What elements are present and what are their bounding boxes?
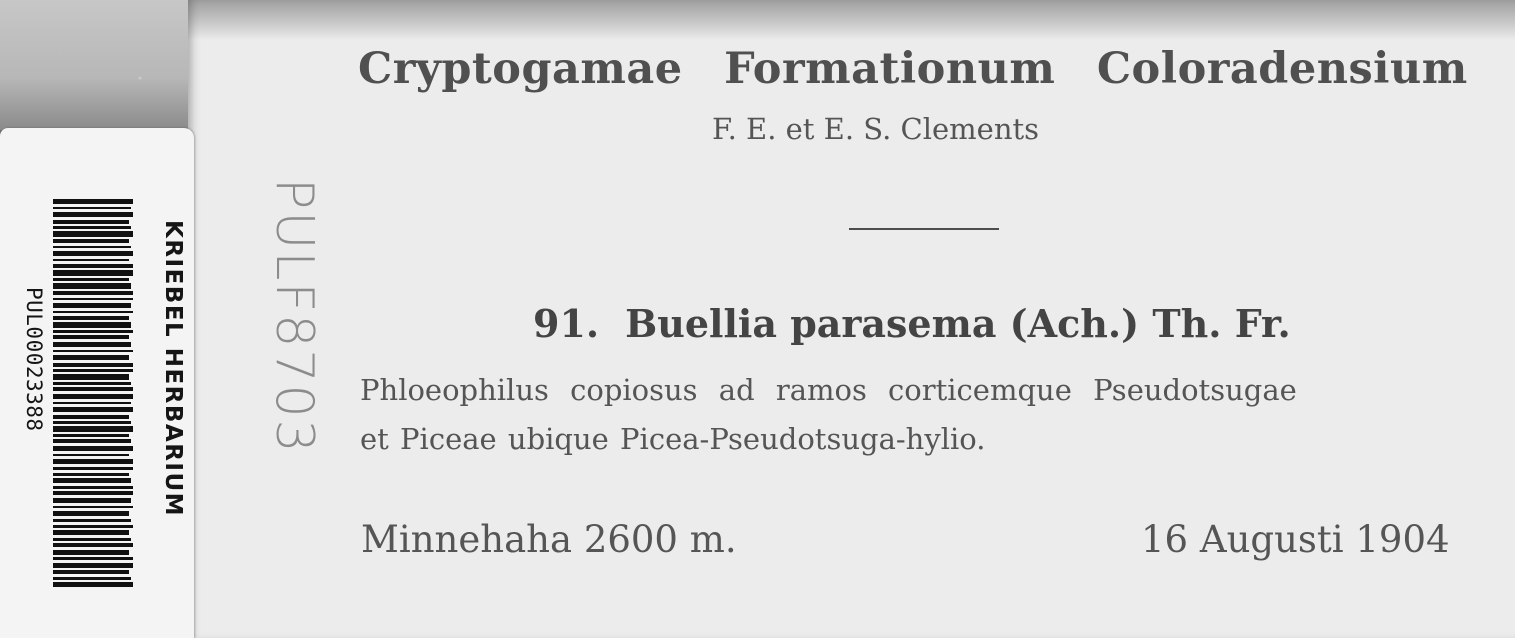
barcode-bar	[53, 259, 129, 262]
barcode-bar	[53, 550, 129, 555]
handwritten-accession-number: PULF8703	[264, 178, 324, 455]
barcode-bar	[53, 446, 133, 451]
habitat-line-2: et Piceae ubique Picea-Pseudotsuga-hylio.	[360, 422, 986, 456]
locality: Minnehaha 2600 m.	[361, 518, 737, 561]
barcode-bar	[53, 478, 131, 483]
barcode-bar	[53, 363, 133, 367]
barcode-bar	[53, 402, 131, 405]
barcode-bar	[53, 350, 133, 353]
barcode-bar	[53, 459, 133, 464]
specimen-number: 91.	[533, 301, 600, 346]
barcode-bar	[53, 467, 133, 471]
barcode-bar	[53, 519, 131, 523]
barcode-bar	[53, 530, 129, 535]
barcode-bar	[53, 291, 133, 295]
barcode-bar	[53, 220, 129, 224]
barcode-bar	[53, 491, 133, 495]
barcode-bar	[53, 525, 133, 528]
barcode-bar	[53, 199, 133, 204]
barcode-bar	[53, 439, 131, 443]
barcode-bar	[53, 511, 129, 516]
barcode-bar	[53, 316, 129, 320]
catalog-number: PUL00023388	[22, 287, 46, 432]
barcode-bar	[53, 330, 133, 333]
barcode-bar	[53, 498, 131, 503]
barcode-bar	[53, 473, 129, 476]
barcode-bar	[53, 342, 131, 347]
series-title: Cryptogamae Formationum Coloradensium	[358, 44, 1468, 94]
barcode-bar	[53, 226, 131, 229]
barcode-bar	[53, 355, 129, 360]
barcode-bar	[53, 426, 133, 431]
barcode-bar	[53, 311, 133, 314]
barcode-bar	[53, 454, 129, 457]
barcode-bar	[53, 394, 133, 399]
barcode-bar	[53, 486, 133, 489]
barcode-bar	[53, 538, 131, 541]
barcode-bar	[53, 570, 129, 574]
barcode-bar	[53, 270, 133, 275]
barcode-bar	[53, 231, 133, 236]
barcode-bar	[53, 577, 131, 580]
background-specimen-sheet	[0, 0, 200, 130]
divider-rule	[849, 228, 999, 230]
habitat-line-1: Phloeophilus copiosus ad ramos corticemque Pseudotsugae	[360, 373, 1297, 407]
barcode-bar	[53, 264, 133, 268]
barcode-bar	[53, 298, 133, 301]
barcode-bar	[53, 382, 131, 385]
barcode	[53, 199, 133, 591]
species-name: Buellia parasema (Ach.) Th. Fr.	[625, 301, 1291, 346]
barcode-bar	[53, 207, 131, 210]
barcode-bar	[53, 246, 131, 249]
barcode-bar	[53, 369, 133, 372]
collection-date: 16 Augusti 1904	[1141, 518, 1450, 561]
label-top-shadow	[188, 0, 1515, 40]
barcode-bar	[53, 557, 133, 560]
barcode-bar	[53, 407, 133, 412]
barcode-bar	[53, 434, 129, 437]
barcode-bar	[53, 239, 129, 243]
barcode-bar	[53, 582, 133, 587]
barcode-bar	[53, 415, 129, 419]
herbarium-name: KRIEBEL HERBARIUM	[160, 220, 186, 518]
barcode-bar	[53, 421, 131, 424]
barcode-bar	[53, 374, 129, 379]
barcode-bar	[53, 506, 133, 509]
species-heading	[533, 301, 1291, 346]
barcode-bar	[53, 543, 133, 547]
barcode-bar	[53, 322, 131, 327]
barcode-bar	[53, 251, 133, 256]
barcode-bar	[53, 212, 133, 217]
barcode-bar	[53, 387, 133, 391]
barcode-bar	[53, 283, 131, 288]
barcode-bar	[53, 278, 129, 281]
barcode-bar	[53, 335, 129, 339]
barcode-bar	[53, 303, 131, 308]
collectors: F. E. et E. S. Clements	[712, 112, 1040, 146]
barcode-bar	[53, 563, 133, 568]
